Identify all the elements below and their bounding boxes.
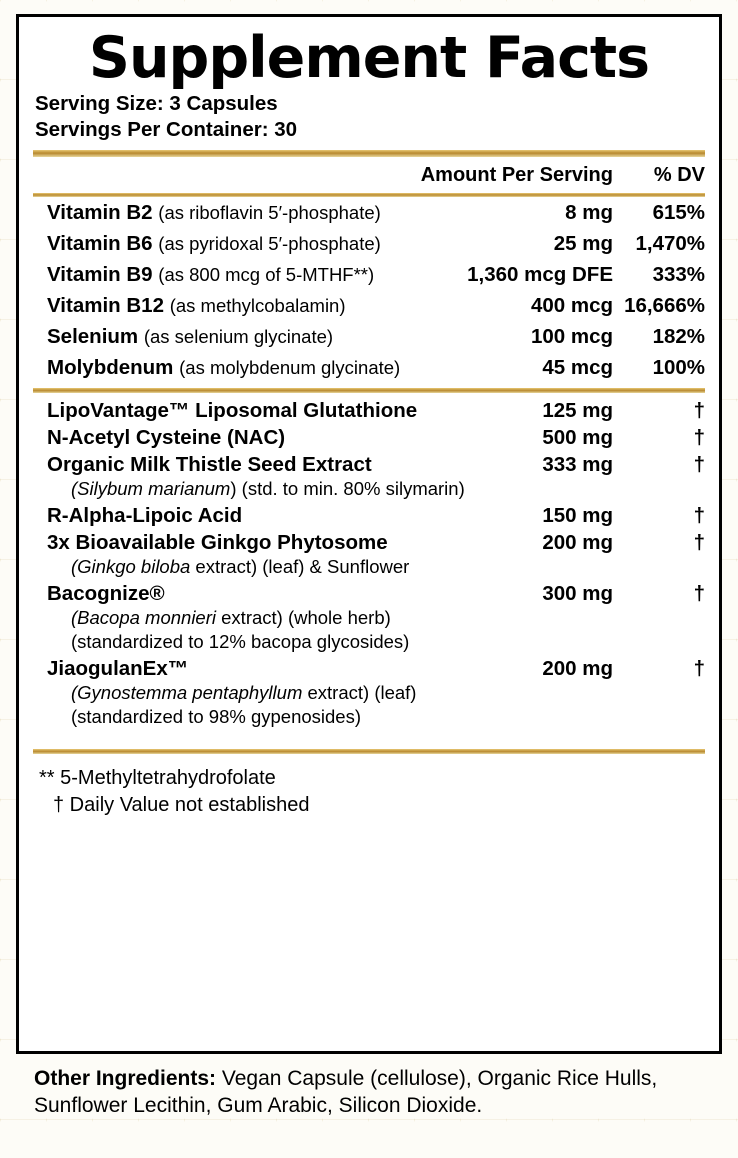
nutrient-dv: 16,666%	[624, 294, 705, 318]
header-amount-per-serving: Amount Per Serving	[420, 164, 613, 187]
ingredient-amount: 200 mg	[542, 657, 613, 681]
table-row	[33, 502, 705, 529]
page-title: Supplement Facts	[88, 25, 650, 91]
table-header-row	[33, 157, 705, 193]
divider-gold-thick	[33, 150, 705, 157]
ingredient-dv: †	[693, 582, 705, 606]
ingredient-detail-row	[33, 631, 705, 655]
header-percent-dv: % DV	[653, 164, 705, 187]
nutrient-source: (as selenium glycinate)	[143, 326, 334, 348]
nutrient-amount: 25 mg	[553, 232, 613, 256]
nutrient-amount: 1,360 mcg DFE	[467, 263, 613, 287]
ingredient-dv: †	[693, 657, 705, 681]
nutrient-name: Vitamin B6	[47, 232, 153, 256]
nutrient-name: Vitamin B2	[47, 201, 153, 225]
servings-per-container: Servings Per Container: 30	[35, 118, 298, 142]
nutrient-dv: 182%	[652, 325, 705, 349]
ingredient-detail-row	[33, 478, 705, 502]
ingredient-name: 3x Bioavailable Ginkgo Phytosome	[47, 531, 388, 555]
ingredient-amount: 333 mg	[542, 453, 613, 477]
table-row	[33, 580, 705, 607]
nutrient-source: (as molybdenum glycinate)	[179, 357, 401, 379]
ingredient-dv: †	[693, 504, 705, 528]
footnote-mthf: ** 5-Methyltetrahydrofolate	[39, 767, 276, 790]
table-row	[33, 451, 705, 478]
blend-table	[33, 397, 705, 730]
table-row	[33, 228, 705, 259]
nutrient-source: (as methylcobalamin)	[169, 295, 346, 317]
other-ingredients-label: Other Ingredients:	[34, 1067, 217, 1090]
table-row	[33, 529, 705, 556]
nutrient-amount: 100 mcg	[530, 325, 613, 349]
table-row	[33, 397, 705, 424]
ingredient-amount: 300 mg	[542, 582, 613, 606]
vitamins-table	[33, 197, 705, 383]
ingredient-detail-row	[33, 556, 705, 580]
footnote-daily-value: † Daily Value not established	[53, 793, 310, 816]
ingredient-name: LipoVantage™ Liposomal Glutathione	[47, 399, 418, 423]
nutrient-dv: 100%	[652, 356, 705, 380]
ingredient-name: R-Alpha-Lipoic Acid	[47, 504, 243, 528]
header-table	[33, 157, 705, 193]
nutrient-dv: 615%	[652, 201, 705, 225]
latin-name: (Bacopa monnieri	[71, 607, 216, 629]
nutrient-amount: 45 mcg	[542, 356, 613, 380]
serving-size: Serving Size: 3 Capsules	[35, 91, 278, 115]
ingredient-name: N-Acetyl Cysteine (NAC)	[47, 426, 286, 450]
divider-gold-thin-2	[33, 388, 705, 393]
nutrient-source: (as 800 mcg of 5-MTHF**)	[158, 264, 375, 286]
table-row	[33, 352, 705, 383]
ingredient-amount: 125 mg	[542, 399, 613, 423]
table-row	[33, 321, 705, 352]
ingredient-dv: †	[693, 531, 705, 555]
ingredient-dv: †	[693, 399, 705, 423]
table-row	[33, 655, 705, 682]
other-ingredients-text: Vegan Capsule (cellulose), Organic Rice Hulls, Sunflower Lecithin, Gum Arabic, Silicon Dioxide.	[34, 1067, 658, 1117]
ingredient-detail: (standardized to 98% gypenosides)	[71, 706, 362, 728]
ingredient-amount: 200 mg	[542, 531, 613, 555]
ingredient-name: Bacognize®	[47, 582, 165, 606]
divider-gold-thin-3	[33, 749, 705, 754]
ingredient-dv: †	[693, 453, 705, 477]
ingredient-detail: extract) (whole herb)	[216, 607, 391, 629]
table-row	[33, 259, 705, 290]
nutrient-name: Vitamin B9	[47, 263, 153, 287]
nutrient-source: (as riboflavin 5′-phosphate)	[158, 202, 381, 224]
nutrient-source: (as pyridoxal 5′-phosphate)	[158, 233, 381, 255]
ingredient-detail: (standardized to 12% bacopa glycosides)	[71, 631, 410, 653]
nutrient-name: Vitamin B12	[47, 294, 164, 318]
ingredient-amount: 500 mg	[542, 426, 613, 450]
nutrient-dv: 333%	[652, 263, 705, 287]
latin-name: (Ginkgo biloba	[71, 556, 191, 578]
supplement-facts-panel	[16, 14, 722, 1054]
ingredient-detail-row	[33, 706, 705, 730]
header-blank	[33, 157, 421, 193]
table-row	[33, 197, 705, 228]
nutrient-amount: 400 mcg	[530, 294, 613, 318]
latin-name: (Silybum marianum	[71, 478, 231, 500]
ingredient-amount: 150 mg	[542, 504, 613, 528]
ingredient-detail: ) (std. to min. 80% silymarin)	[230, 478, 465, 500]
nutrient-name: Molybdenum	[47, 356, 174, 380]
ingredient-name: JiaogulanEx™	[47, 657, 189, 681]
ingredient-detail: extract) (leaf) & Sunflower	[190, 556, 410, 578]
ingredient-detail-row	[33, 607, 705, 631]
ingredient-detail: extract) (leaf)	[302, 682, 417, 704]
nutrient-dv: 1,470%	[635, 232, 705, 256]
table-row	[33, 424, 705, 451]
ingredient-dv: †	[693, 426, 705, 450]
other-ingredients	[16, 1054, 722, 1120]
table-row	[33, 290, 705, 321]
footnotes	[33, 758, 705, 818]
ingredient-name: Organic Milk Thistle Seed Extract	[47, 453, 372, 477]
nutrient-amount: 8 mg	[565, 201, 613, 225]
latin-name: (Gynostemma pentaphyllum	[71, 682, 303, 704]
ingredient-detail-row	[33, 682, 705, 706]
nutrient-name: Selenium	[47, 325, 139, 349]
